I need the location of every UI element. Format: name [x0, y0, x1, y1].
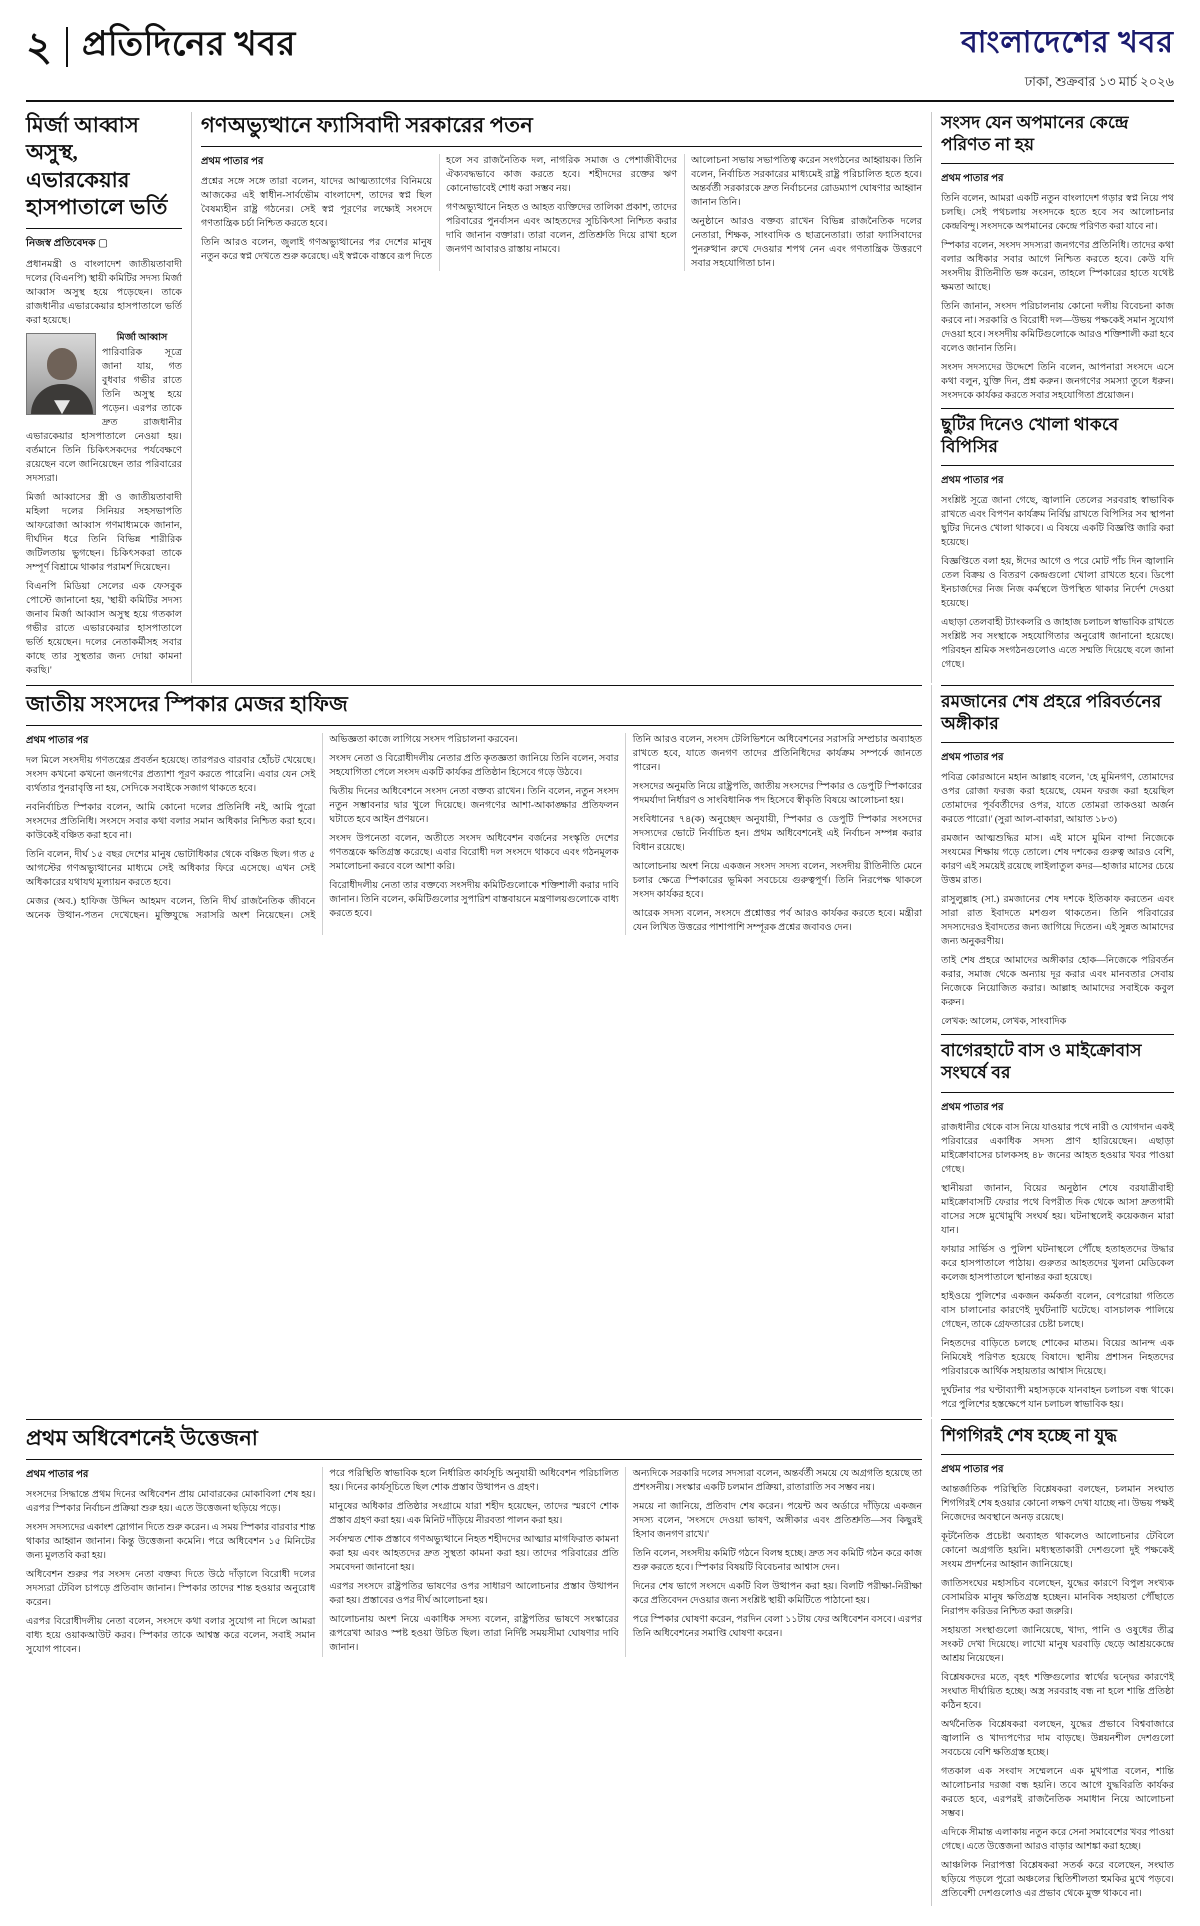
article-headline: প্রথম অধিবেশনেই উত্তেজনা — [26, 1425, 259, 1450]
article-paragraph: আলোচনা সভায় সভাপতিত্ব করেন সংগঠনের আহ্বায়ক। তিনি বলেন, নির্বাচিত সরকারের মাধ্যমেই রাষ্ট্র পরিচালিত হতে হবে। অন্তর্বর্তী সরকারকে দ্রুত নির্বাচনের রোডম্যাপ ঘোষণার আহ্বান জানান তিনি। — [691, 155, 923, 209]
article-prothom-odhibeshon — [26, 1419, 932, 1906]
article-paragraph: অনুষ্ঠানে আরও বক্তব্য রাখেন বিভিন্ন রাজনৈতিক দলের নেতারা, শিক্ষক, সাংবাদিক ও ছাত্রনেতারা। তারা ফ্যাসিবাদের পুনরুত্থান রুখে দেওয়ার শপথ নেন এবং গণতান্ত্রিক উত্তরণে সবার সহযোগিতা চান। — [691, 216, 923, 270]
article-paragraph: পবিত্র কোরআনে মহান আল্লাহ বলেন, 'হে মুমিনগণ, তোমাদের ওপর রোজা ফরজ করা হয়েছে, যেমন ফরজ করা হয়েছিল তোমাদের পূর্ববর্তীদের ওপর, যাতে তোমরা তাকওয়া অর্জন করতে পারো।' (সুরা আল-বাকারা, আয়াত ১৮৩) — [941, 772, 1174, 826]
continued-label: প্রথম পাতার পর — [941, 475, 1004, 487]
article-paragraph: নিহতদের বাড়িতে চলছে শোকের মাতম। বিয়ের আনন্দ এক নিমিষেই পরিণত হয়েছে বিষাদে। স্থানীয় প্রশাসন নিহতদের পরিবারকে আর্থিক সহায়তার আশ্বাস দিয়েছে। — [941, 1337, 1174, 1377]
author-credit: লেখক: আলেম, লেখক, সাংবাদিক — [941, 1016, 1067, 1028]
divider — [941, 465, 1174, 466]
article-paragraph: রাসুলুল্লাহ (সা.) রমজানের শেষ দশকে ইতিকাফ করতেন এবং সারা রাত ইবাদতে মশগুল থাকতেন। তিনি পরিবারের সদস্যদেরও ইবাদতের জন্য জাগিয়ে দিতেন। এই সুন্নত আমাদের জন্য অনুকরণীয়। — [941, 894, 1174, 948]
article-paragraph: অর্থনৈতিক বিশ্লেষকরা বলছেন, যুদ্ধের প্রভাবে বিশ্ববাজারে জ্বালানি ও খাদ্যপণ্যের দাম বাড়ছে। উন্নয়নশীল দেশগুলো সবচেয়ে বেশি ক্ষতিগ্রস্ত হচ্ছে। — [941, 1718, 1174, 1758]
continued-label: প্রথম পাতার পর — [201, 156, 264, 168]
article-paragraph: দুর্ঘটনার পর ঘণ্টাব্যাপী মহাসড়কে যানবাহন চলাচল বন্ধ থাকে। পরে পুলিশের হস্তক্ষেপে যান চলাচল স্বাভাবিক হয়। — [941, 1384, 1174, 1410]
divider — [26, 1459, 922, 1460]
article-paragraph: দিনের শেষ ভাগে সংসদে একটি বিল উত্থাপন করা হয়। বিলটি পরীক্ষা-নিরীক্ষা করে প্রতিবেদন দেওয়ার জন্য সংশ্লিষ্ট স্থায়ী কমিটিতে পাঠানো হয়। — [632, 1580, 923, 1606]
article-paragraph: অধিবেশন শুরুর পর সংসদ নেতা বক্তব্য দিতে উঠে দাঁড়ালে বিরোধী দলের সদস্যরা টেবিল চাপড়ে প্রতিবাদ জানান। স্পিকার তাদের শান্ত হওয়ার অনুরোধ করেন। — [26, 1568, 316, 1608]
article-paragraph: গণঅভ্যুত্থানে নিহত ও আহত ব্যক্তিদের তালিকা প্রকাশ, তাদের পরিবারের পুনর্বাসন এবং আহতদের সুচিকিৎসা নিশ্চিত করার দাবি জানান বক্তারা। তারা বলেন, প্রতিশ্রুতি দিয়ে রাখা হলে জনগণ আবারও রাস্তায় নামবে। — [446, 202, 678, 256]
continued-label: প্রথম পাতার পর — [26, 1468, 89, 1480]
newspaper-brand: বাংলাদেশের খবর — [961, 26, 1174, 59]
divider — [941, 163, 1174, 164]
photo-caption: মির্জা আব্বাস — [116, 333, 168, 344]
article-paragraph: সংসদের সিদ্ধান্তে প্রথম দিনের অধিবেশন প্রায় মোবারকের মোকাবিলা শেষ হয়। এরপর স্পিকার নির্বাচন প্রক্রিয়া শুরু হয়। এতে উত্তেজনা ছড়িয়ে পড়ে। — [26, 1488, 316, 1514]
article-paragraph: নবনির্বাচিত স্পিকার বলেন, আমি কোনো দলের প্রতিনিধি নই, আমি পুরো সংসদের প্রতিনিধি। সংসদে সবার কথা বলার সমান অধিকার নিশ্চিত করা হবে। কাউকেই বঞ্চিত করা হবে না। — [26, 802, 316, 842]
divider — [941, 1092, 1174, 1093]
article-paragraph: বিশ্লেষকদের মতে, বৃহৎ শক্তিগুলোর স্বার্থের দ্বন্দ্বের কারণেই সংঘাত দীর্ঘায়িত হচ্ছে। অস্ত্র সরবরাহ বন্ধ না হলে শান্তি প্রতিষ্ঠা কঠিন হবে। — [941, 1671, 1174, 1711]
article-paragraph: সর্বসম্মত শোক প্রস্তাবে গণঅভ্যুত্থানে নিহত শহীদদের আত্মার মাগফিরাত কামনা করা হয় এবং আহতদের দ্রুত সুস্থতা কামনা করা হয়। তাদের পরিবারের প্রতি সমবেদনা জানানো হয়। — [329, 1533, 619, 1573]
article-body — [26, 733, 922, 935]
article-mirza-abbas — [26, 112, 192, 683]
article-headline: সংসদ যেন অপমানের কেন্দ্রে পরিণত না হয় — [941, 113, 1129, 155]
article-paragraph: আঞ্চলিক নিরাপত্তা বিশ্লেষকরা সতর্ক করে বলেছেন, সংঘাত ছড়িয়ে পড়লে পুরো অঞ্চলের স্থিতিশীলতা হুমকির মুখে পড়বে। প্রতিবেশী দেশগুলোও এর প্রভাব থেকে মুক্ত থাকবে না। — [941, 1859, 1174, 1899]
article-paragraph: তিনি আরও বলেন, জুলাই গণঅভ্যুত্থানের পর দেশের মানুষ নতুন করে স্বপ্ন দেখতে শুরু করেছে। এই স্বপ্নকে বাস্তবে রূপ দিতে হলে সব রাজনৈতিক দল, নাগরিক সমাজ ও পেশাজীবীদের ঐক্যবদ্ধভাবে কাজ করতে হবে। শহীদদের রক্তের ঋণ কোনোভাবেই শোধ করা সম্ভব নয়। — [201, 155, 678, 263]
article-paragraph: পারিবারিক সূত্রে জানা যায়, গত বুধবার গভীর রাতে তিনি অসুস্থ হয়ে পড়েন। এরপর তাকে দ্রুত রাজধানীর এভারকেয়ার হাসপাতালে নেওয়া হয়। বর্তমানে তিনি চিকিৎসকদের পর্যবেক্ষণে রয়েছেন বলে জানিয়েছেন তার পরিবারের সদস্যরা। — [26, 347, 182, 485]
article-paragraph: রমজান আত্মশুদ্ধির মাস। এই মাসে মুমিন বান্দা নিজেকে সংযমের শিক্ষায় গড়ে তোলে। শেষ দশকের গুরুত্ব আরও বেশি, কারণ এই সময়েই রয়েছে লাইলাতুল কদর—হাজার মাসের চেয়ে উত্তম রাত। — [941, 833, 1174, 887]
bottom-band — [26, 1419, 1174, 1906]
article-paragraph: তিনি আরও বলেন, সংসদ টেলিভিশনে অধিবেশনের সরাসরি সম্প্রচার অব্যাহত রাখতে হবে, যাতে জনগণ তাদের প্রতিনিধিদের কার্যক্রম সম্পর্কে জানতে পারেন। — [632, 734, 923, 774]
article-headline: ছুটির দিনেও খোলা থাকবে বিপিসির — [941, 415, 1119, 457]
article-paragraph: আলোচনায় অংশ নিয়ে একজন সংসদ সদস্য বলেন, সংসদীয় রীতিনীতি মেনে চলার ক্ষেত্রে স্পিকারের ভূমিকা সবচেয়ে গুরুত্বপূর্ণ। তিনি নিরপেক্ষ থাকলে সংসদ কার্যকর হবে। — [632, 861, 923, 901]
byline: নিজস্ব প্রতিবেদক ▢ — [26, 238, 108, 250]
divider — [941, 1454, 1174, 1455]
article-paragraph: সংসদ সদস্যদের উদ্দেশে তিনি বলেন, আপনারা সংসদে এসে কথা বলুন, যুক্তি দিন, প্রশ্ন করুন। জনগণের সমস্যা তুলে ধরুন। সংসদকে কার্যকর করতে সবার সহযোগিতা প্রয়োজন। — [941, 362, 1174, 402]
article-paragraph: আরেক সদস্য বলেন, সংসদে প্রশ্নোত্তর পর্ব আরও কার্যকর করতে হবে। মন্ত্রীরা যেন লিখিত উত্তরের পাশাপাশি সম্পূরক প্রশ্নের জবাবও দেন। — [632, 908, 923, 934]
article-speaker-hafiz — [26, 685, 932, 1416]
divider — [26, 725, 922, 726]
article-paragraph: প্রশ্নের সঙ্গে সঙ্গে তারা বলেন, যাদের আত্মত্যাগের বিনিময়ে আজকের এই স্বাধীন-সার্বভৌম বাংলাদেশ, তাদের স্বপ্ন ছিল বৈষম্যহীন রাষ্ট্র গঠনের। সেই স্বপ্ন পূরণের লক্ষ্যেই সংসদে গণতান্ত্রিক চর্চা নিশ্চিত করতে হবে। — [201, 176, 433, 230]
article-romjaner-shesh — [941, 685, 1174, 1029]
article-paragraph: তিনি বলেন, আমরা একটি নতুন বাংলাদেশ গড়ার স্বপ্ন নিয়ে পথ চলছি। সেই পথচলায় সংসদকে হতে হবে সব আলোচনার কেন্দ্রবিন্দু। সংসদকে অপমানের কেন্দ্রে পরিণত করা যাবে না। — [941, 193, 1174, 233]
article-headline: মির্জা আব্বাস অসুস্থ, এভারকেয়ার হাসপাতালে ভর্তি — [26, 113, 168, 219]
article-shigrai — [932, 1419, 1174, 1906]
article-paragraph: অন্যদিকে সরকারি দলের সদস্যরা বলেন, অন্তর্বর্তী সময়ে যে অগ্রগতি হয়েছে তা প্রশংসনীয়। সংস্কার একটি চলমান প্রক্রিয়া, রাতারাতি সব সম্ভব নয়। — [632, 1467, 923, 1493]
article-paragraph: প্রধানমন্ত্রী ও বাংলাদেশ জাতীয়তাবাদী দলের (বিএনপি) স্থায়ী কমিটির সদস্য মির্জা আব্বাস অসুস্থ হয়ে পড়েছেন। তাকে রাজধানীর এভারকেয়ার হাসপাতালে ভর্তি করা হয়েছে। — [26, 259, 182, 327]
article-paragraph: সহায়তা সংস্থাগুলো জানিয়েছে, খাদ্য, পানি ও ওষুধের তীব্র সংকট দেখা দিয়েছে। লাখো মানুষ ঘরবাড়ি ছেড়ে আশ্রয়কেন্দ্রে আশ্রয় নিয়েছেন। — [941, 1624, 1174, 1664]
article-body — [201, 154, 922, 271]
article-paragraph: দল মিলে সংসদীয় গণতন্ত্রের প্রবর্তন হয়েছে। তারপরও বারবার হোঁচট খেয়েছে। সংসদ কখনো কখনো জনগণের প্রত্যাশা পূরণ করতে পারেনি। এবার যেন সেই ব্যর্থতার পুনরাবৃত্তি না হয়, সেদিকে সবাইকে সজাগ থাকতে হবে। — [26, 755, 316, 795]
article-paragraph: স্থানীয়রা জানান, বিয়ের অনুষ্ঠান শেষে বরযাত্রীবাহী মাইক্রোবাসটি ফেরার পথে বিপরীত দিক থেকে আসা দ্রুতগামী বাসের সঙ্গে মুখোমুখি সংঘর্ষ হয়। ঘটনাস্থলেই কয়েকজন মারা যান। — [941, 1182, 1174, 1236]
right-rail — [932, 112, 1174, 683]
article-paragraph: সংসদ উপনেতা বলেন, অতীতে সংসদ অধিবেশন বর্জনের সংস্কৃতি দেশের গণতন্ত্রকে ক্ষতিগ্রস্ত করেছে। এবার বিরোধী দল সংসদে থাকবে এবং গঠনমূলক সমালোচনা করবে বলে আশা করি। — [329, 833, 619, 873]
article-bagerhat — [941, 1034, 1174, 1411]
article-paragraph: সময়ে না জানিয়ে, প্রতিবাদ শেষ করেন। পয়েন্ট অব অর্ডারে দাঁড়িয়ে একজন সদস্য বলেন, 'সংসদে দেওয়া ভাষণ, অঙ্গীকার এবং প্রতিশ্রুতি—সব কিছুরই হিসাব জনগণ রাখে।' — [632, 1500, 923, 1540]
article-paragraph: আন্তর্জাতিক পরিস্থিতি বিশ্লেষকরা বলছেন, চলমান সংঘাত শিগগিরই শেষ হওয়ার কোনো লক্ষণ দেখা যাচ্ছে না। উভয় পক্ষই নিজেদের অবস্থানে অনড় রয়েছে। — [941, 1483, 1174, 1523]
article-paragraph: তাই শেষ প্রহরে আমাদের অঙ্গীকার হোক—নিজেকে পরিবর্তন করার, সমাজ থেকে অন্যায় দূর করার এবং মানবতার সেবায় নিজেকে নিয়োজিত করার। আল্লাহ আমাদের সবাইকে কবুল করুন। — [941, 955, 1174, 1009]
right-rail-middle — [932, 685, 1174, 1416]
article-paragraph: পরে পরিস্থিতি স্বাভাবিক হলে নির্ধারিত কার্যসূচি অনুযায়ী অধিবেশন পরিচালিত হয়। দিনের কার্যসূচিতে ছিল শোক প্রস্তাব উত্থাপন ও গ্রহণ। — [329, 1467, 619, 1493]
article-paragraph: তিনি জানান, সংসদ পরিচালনায় কোনো দলীয় বিবেচনা কাজ করবে না। সরকারি ও বিরোধী দল—উভয় পক্ষকেই সমান সুযোগ দেওয়া হবে। সংসদীয় কমিটিগুলোকে আরও শক্তিশালী করা হবে বলেও জানান তিনি। — [941, 301, 1174, 355]
article-paragraph: মির্জা আব্বাসের স্ত্রী ও জাতীয়তাবাদী মহিলা দলের সিনিয়র সহসভাপতি আফরোজা আব্বাস গণমাধ্যমকে জানান, দীর্ঘদিন ধরে তিনি বিভিন্ন শারীরিক জটিলতায় ভুগছেন। চিকিৎসকরা তাকে সম্পূর্ণ বিশ্রামে থাকার পরামর্শ দিয়েছেন। — [26, 492, 182, 574]
article-paragraph: বিরোধীদলীয় নেতা তার বক্তব্যে সংসদীয় কমিটিগুলোকে শক্তিশালী করার দাবি জানান। তিনি বলেন, কমিটিগুলোর সুপারিশ বাস্তবায়নে মন্ত্রণালয়গুলোকে বাধ্য করতে হবে। — [329, 880, 619, 920]
article-chhutir-dine — [941, 408, 1174, 672]
article-songsod-opoman — [941, 112, 1174, 403]
portrait-photo — [26, 333, 96, 415]
article-paragraph: মানুষের অধিকার প্রতিষ্ঠার সংগ্রামে যারা শহীদ হয়েছেন, তাদের স্মরণে শোক প্রস্তাব গ্রহণ করা হয়। এক মিনিট দাঁড়িয়ে নীরবতা পালন করা হয়। — [329, 1500, 619, 1526]
article-paragraph: সংসদ সদস্যদের একাংশ স্লোগান দিতে শুরু করেন। এ সময় স্পিকার বারবার শান্ত থাকার আহ্বান জানান। কিন্তু উত্তেজনা কমেনি। পরে অধিবেশন ১৫ মিনিটের জন্য মুলতবি করা হয়। — [26, 1521, 316, 1561]
article-paragraph: জাতিসংঘের মহাসচিব বলেছেন, যুদ্ধের কারণে বিপুল সংখ্যক বেসামরিক মানুষ ক্ষতিগ্রস্ত হচ্ছেন। মানবিক সহায়তা পৌঁছাতে নিরাপদ করিডর নিশ্চিত করা জরুরি। — [941, 1577, 1174, 1617]
article-paragraph: পরে স্পিকার ঘোষণা করেন, পরদিন বেলা ১১টায় ফের অধিবেশন বসবে। এরপর তিনি অধিবেশনের সমাপ্তি ঘোষণা করেন। — [632, 1613, 923, 1639]
article-paragraph: সংসদ নেতা ও বিরোধীদলীয় নেতার প্রতি কৃতজ্ঞতা জানিয়ে তিনি বলেন, সবার সহযোগিতা পেলে সংসদ একটি কার্যকর প্রতিষ্ঠান হিসেবে গড়ে উঠবে। — [329, 753, 619, 779]
article-headline: বাগেরহাটে বাস ও মাইক্রোবাস সংঘর্ষে বর — [941, 1041, 1142, 1083]
article-paragraph: সংসদের অনুমতি নিয়ে রাষ্ট্রপতি, জাতীয় সংসদের স্পিকার ও ডেপুটি স্পিকারের পদমর্যাদা নির্ধারণ ও সাংবিধানিক পদ হিসেবে স্বীকৃতি বিষয়ে আলোচনা হয়। — [632, 781, 923, 807]
publication-date: ঢাকা, শুক্রবার ১৩ মার্চ ২০২৬ — [1024, 74, 1174, 89]
masthead-left — [26, 18, 296, 75]
masthead — [26, 18, 1174, 102]
continued-label: প্রথম পাতার পর — [941, 1463, 1004, 1475]
article-body — [26, 1467, 922, 1657]
article-paragraph: এরপর সংসদে রাষ্ট্রপতির ভাষণের ওপর সাধারণ আলোচনার প্রস্তাব উত্থাপন করা হয়। প্রস্তাবের ওপর দীর্ঘ আলোচনা হয়। — [329, 1580, 619, 1606]
divider — [26, 228, 182, 229]
article-paragraph: এছাড়া তেলবাহী ট্যাংকলরি ও জাহাজ চলাচল স্বাভাবিক রাখতে সংশ্লিষ্ট সব সংস্থাকে সহযোগিতার অনুরোধ জানানো হয়েছে। পরিবহন শ্রমিক সংগঠনগুলোও এতে সম্মতি দিয়েছে বলে জানা গেছে। — [941, 617, 1174, 671]
article-headline: গণঅভ্যুত্থানে ফ্যাসিবাদী সরকারের পতন — [201, 113, 534, 137]
continued-label: প্রথম পাতার পর — [941, 173, 1004, 185]
article-headline: শিগগিরই শেষ হচ্ছে না যুদ্ধ — [941, 1425, 1118, 1445]
article-paragraph: সংশ্লিষ্ট সূত্রে জানা গেছে, জ্বালানি তেলের সরবরাহ স্বাভাবিক রাখতে এবং বিপণন কার্যক্রম নির্বিঘ্ন রাখতে বিপিসির সব স্থাপনা ছুটির দিনেও খোলা থাকবে। এ বিষয়ে একটি বিজ্ঞপ্তি জারি করা হয়েছে। — [941, 495, 1174, 549]
article-paragraph: গতকাল এক সংবাদ সম্মেলনে এক মুখপাত্র বলেন, শান্তি আলোচনার দরজা বন্ধ হয়নি। তবে আগে যুদ্ধবিরতি কার্যকর করতে হবে, এরপরই রাজনৈতিক সমাধান নিয়ে আলোচনা সম্ভব। — [941, 1765, 1174, 1819]
article-paragraph: তিনি বলেন, দীর্ঘ ১৫ বছর দেশের মানুষ ভোটাধিকার থেকে বঞ্চিত ছিল। গত ৫ আগস্টের গণঅভ্যুত্থানের মাধ্যমে সেই অধিকার ফিরে এসেছে। এখন সেই অধিকারের যথাযথ মূল্যায়ন করতে হবে। — [26, 849, 316, 889]
article-paragraph: বিজ্ঞপ্তিতে বলা হয়, ঈদের আগে ও পরে মোট পাঁচ দিন জ্বালানি তেল বিক্রয় ও বিতরণ কেন্দ্রগুলো খোলা রাখতে হবে। ডিপো ইনচার্জদের নিজ নিজ কর্মস্থলে উপস্থিত থাকার নির্দেশ দেওয়া হয়েছে। — [941, 556, 1174, 610]
article-paragraph: এদিকে সীমান্ত এলাকায় নতুন করে সেনা সমাবেশের খবর পাওয়া গেছে। এতে উত্তেজনা আরও বাড়ার আশঙ্কা করা হচ্ছে। — [941, 1826, 1174, 1852]
masthead-right — [961, 18, 1174, 94]
continued-label: প্রথম পাতার পর — [26, 735, 89, 747]
continued-label: প্রথম পাতার পর — [941, 752, 1004, 764]
article-paragraph: মেজর (অব.) হাফিজ উদ্দিন আহমদ বলেন, তিনি দীর্ঘ রাজনৈতিক জীবনে অনেক উত্থান-পতন দেখেছেন। মুক্তিযুদ্ধে সরাসরি অংশ নিয়েছেন। সেই অভিজ্ঞতা কাজে লাগিয়ে সংসদ পরিচালনা করবেন। — [26, 734, 518, 922]
article-paragraph: কূটনৈতিক প্রচেষ্টা অব্যাহত থাকলেও আলোচনার টেবিলে কোনো অগ্রগতি হয়নি। মধ্যস্থতাকারী দেশগুলো দুই পক্ষকেই সংযম প্রদর্শনের আহ্বান জানিয়েছে। — [941, 1530, 1174, 1570]
divider — [201, 146, 922, 147]
article-paragraph: দ্বিতীয় দিনের অধিবেশনে সংসদ নেতা বক্তব্য রাখেন। তিনি বলেন, নতুন সংসদ নতুন সম্ভাবনার দ্বার খুলে দিয়েছে। জনগণের আশা-আকাঙ্ক্ষার প্রতিফলন ঘটাতে হবে আইন প্রণয়নে। — [329, 786, 619, 826]
section-title: প্রতিদিনের খবর — [82, 26, 296, 63]
article-gono-obhyutthane — [192, 112, 932, 683]
article-paragraph: ফায়ার সার্ভিস ও পুলিশ ঘটনাস্থলে পৌঁছে হতাহতদের উদ্ধার করে হাসপাতালে পাঠায়। গুরুতর আহতদের খুলনা মেডিকেল কলেজ হাসপাতালে স্থানান্তর করা হয়েছে। — [941, 1243, 1174, 1283]
article-headline: জাতীয় সংসদের স্পিকার মেজর হাফিজ — [26, 692, 349, 717]
article-paragraph: স্পিকার বলেন, সংসদ সদস্যরা জনগণের প্রতিনিধি। তাদের কথা বলার অধিকার সবার আগে নিশ্চিত করতে হবে। কেউ যদি সংসদীয় রীতিনীতি ভঙ্গ করেন, তাহলে স্পিকারের হাতে যথেষ্ট ক্ষমতা আছে। — [941, 240, 1174, 294]
article-paragraph: রাজধানীর থেকে বাস নিয়ে যাওয়ার পথে নারী ও যোগদান একই পরিবারের একাধিক সদস্য প্রাণ হারিয়েছেন। এছাড়া মাইক্রোবাসের চালকসহ ৪৮ জনের আহত হওয়ার খবর পাওয়া গেছে। — [941, 1121, 1174, 1175]
continued-label: প্রথম পাতার পর — [941, 1101, 1004, 1113]
divider — [941, 742, 1174, 743]
article-paragraph: সংবিধানের ৭৪(ক) অনুচ্ছেদ অনুযায়ী, স্পিকার ও ডেপুটি স্পিকার সংসদের সদস্যদের ভোটে নির্বাচিত হন। প্রথম অধিবেশনেই এই নির্বাচন সম্পন্ন করার বিধান রয়েছে। — [632, 814, 923, 854]
article-paragraph: বিএনপি মিডিয়া সেলের এক ফেসবুক পোস্টে জানানো হয়, 'স্থায়ী কমিটির সদস্য জনাব মির্জা আব্বাস অসুস্থ হয়ে গতকাল গভীর রাতে এভারকেয়ার হাসপাতালে ভর্তি হয়েছেন। দলের নেতাকর্মীসহ সবার কাছে তার সুস্থতার জন্য দোয়া কামনা করছি।' — [26, 581, 182, 677]
page-number: ২ — [26, 27, 68, 67]
article-paragraph: আলোচনায় অংশ নিয়ে একাধিক সদস্য বলেন, রাষ্ট্রপতির ভাষণে সংস্কারের রূপরেখা আরও স্পষ্ট হওয়া উচিত ছিল। তারা নির্দিষ্ট সময়সীমা ঘোষণার দাবি জানান। — [329, 1613, 619, 1653]
article-paragraph: এরপর বিরোধীদলীয় নেতা বলেন, সংসদে কথা বলার সুযোগ না দিলে আমরা বাধ্য হয়ে ওয়াকআউট করব। স্পিকার তাকে আশ্বস্ত করে বলেন, সবাই সমান সুযোগ পাবেন। — [26, 1615, 316, 1655]
middle-band — [26, 685, 1174, 1416]
article-paragraph: তিনি বলেন, সংসদীয় কমিটি গঠনে বিলম্ব হচ্ছে। দ্রুত সব কমিটি গঠন করে কাজ শুরু করতে হবে। স্পিকার বিষয়টি বিবেচনার আশ্বাস দেন। — [632, 1547, 923, 1573]
article-paragraph: হাইওয়ে পুলিশের একজন কর্মকর্তা বলেন, বেপরোয়া গতিতে বাস চালানোর কারণেই দুর্ঘটনাটি ঘটেছে। বাসচালক পালিয়ে গেছেন, তাকে গ্রেফতারের চেষ্টা চলছে। — [941, 1290, 1174, 1330]
article-headline: রমজানের শেষ প্রহরে পরিবর্তনের অঙ্গীকার — [941, 692, 1162, 734]
top-band — [26, 112, 1174, 683]
